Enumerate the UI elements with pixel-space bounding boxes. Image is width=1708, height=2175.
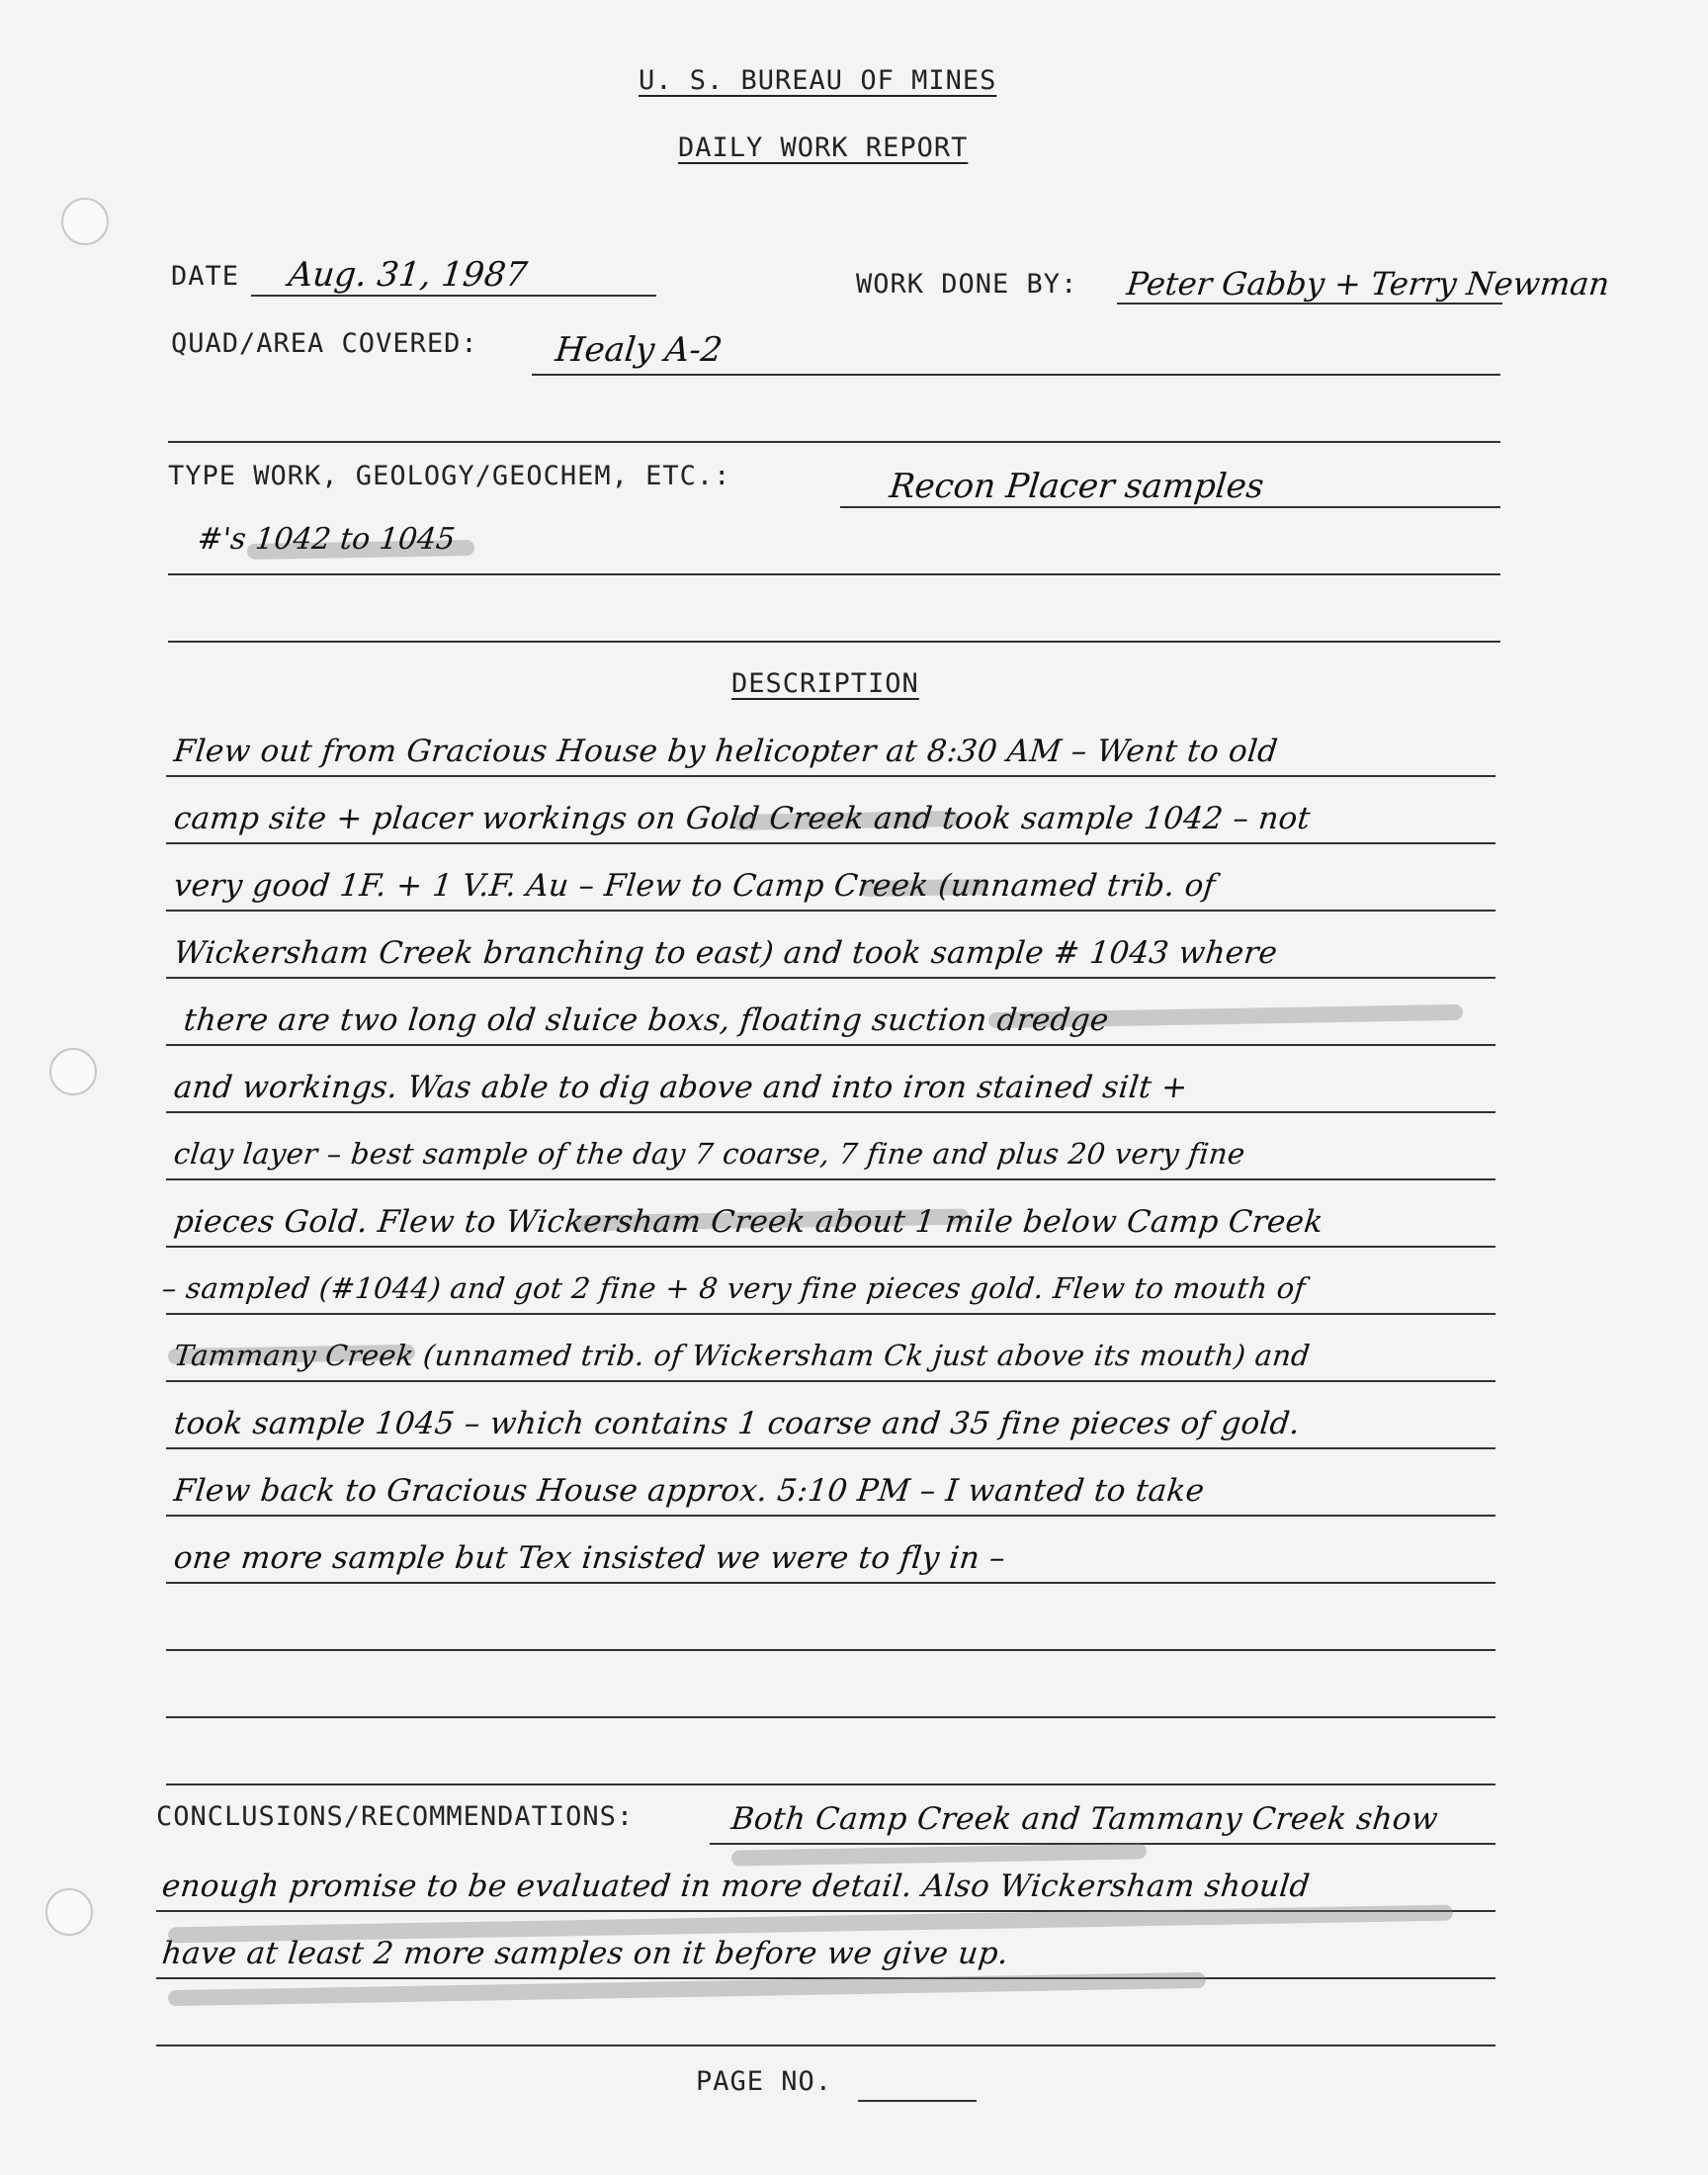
description-line: Wickersham Creek branching to east) and took sample # 1043 where	[172, 935, 1280, 971]
description-rule	[166, 1111, 1495, 1113]
description-line: – sampled (#1044) and got 2 fine + 8 very fine pieces gold. Flew to mouth of	[160, 1271, 1308, 1305]
description-rule	[166, 1649, 1495, 1651]
description-rule	[166, 977, 1495, 979]
description-line: Flew out from Gracious House by helicopter at 8:30 AM – Went to old	[172, 734, 1280, 769]
description-line: Flew back to Gracious House approx. 5:10 PM – I wanted to take	[172, 1473, 1207, 1509]
description-line: and workings. Was able to dig above and into iron stained silt +	[172, 1070, 1190, 1105]
description-rule	[166, 842, 1495, 844]
type-work-value: Recon Placer samples	[887, 467, 1266, 506]
type-work-rule-2	[168, 573, 1500, 575]
description-line: Tammany Creek (unnamed trib. of Wickersham Ck just above its mouth) and	[172, 1339, 1313, 1372]
description-rule	[166, 1515, 1495, 1517]
quad-value: Healy A-2	[553, 330, 725, 370]
conclusions-line: Both Camp Creek and Tammany Creek show	[729, 1801, 1440, 1837]
punch-hole	[49, 1048, 97, 1095]
description-rule	[166, 1447, 1495, 1449]
description-line: pieces Gold. Flew to Wickersham Creek about 1 mile below Camp Creek	[172, 1204, 1325, 1240]
date-label: DATE	[171, 261, 240, 292]
sample-numbers: #'s 1042 to 1045	[196, 522, 458, 557]
description-rule	[166, 1246, 1495, 1248]
conclusions-rule	[156, 2044, 1495, 2046]
description-rule	[166, 1784, 1495, 1785]
description-label: DESCRIPTION	[731, 668, 919, 699]
description-rule	[166, 1582, 1495, 1584]
description-rule	[166, 1380, 1495, 1382]
description-line: very good 1F. + 1 V.F. Au – Flew to Camp Creek (unnamed trib. of	[172, 868, 1218, 904]
description-line: clay layer – best sample of the day 7 coarse, 7 fine and plus 20 very fine	[172, 1137, 1247, 1171]
form-title: DAILY WORK REPORT	[678, 132, 969, 163]
page-no-label: PAGE NO.	[696, 2066, 833, 2097]
description-rule	[166, 1313, 1495, 1315]
description-line: one more sample but Tex insisted we were to fly in –	[172, 1540, 1007, 1576]
date-rule	[251, 295, 656, 297]
page-no-rule	[858, 2100, 977, 2102]
description-rule	[166, 1178, 1495, 1180]
description-line: took sample 1045 – which contains 1 coarse and 35 fine pieces of gold.	[172, 1406, 1303, 1441]
description-rule	[166, 1716, 1495, 1718]
type-work-rule	[840, 506, 1500, 508]
type-work-rule-3	[168, 641, 1500, 643]
date-value: Aug. 31, 1987	[286, 255, 530, 295]
description-rule	[166, 775, 1495, 777]
agency-title: U. S. BUREAU OF MINES	[639, 65, 997, 96]
work-done-by-label: WORK DONE BY:	[856, 269, 1078, 300]
highlight-mark	[731, 1843, 1147, 1866]
work-done-by-value: Peter Gabby + Terry Newman	[1125, 265, 1612, 303]
punch-hole	[45, 1888, 93, 1936]
type-work-label: TYPE WORK, GEOLOGY/GEOCHEM, ETC.:	[168, 461, 731, 491]
description-line: camp site + placer workings on Gold Creek and took sample 1042 – not	[172, 801, 1313, 836]
quad-rule-2	[168, 441, 1500, 443]
conclusions-line: enough promise to be evaluated in more detail. Also Wickersham should	[160, 1869, 1312, 1904]
description-line: there are two long old sluice boxs, floating suction dredge	[182, 1002, 1111, 1038]
conclusions-line: have at least 2 more samples on it before we give up.	[160, 1936, 1010, 1971]
quad-label: QUAD/AREA COVERED:	[171, 328, 478, 359]
conclusions-label: CONCLUSIONS/RECOMMENDATIONS:	[156, 1801, 635, 1832]
quad-rule	[532, 374, 1500, 376]
punch-hole	[61, 198, 109, 245]
work-done-by-rule	[1117, 303, 1502, 304]
description-rule	[166, 1044, 1495, 1046]
description-rule	[166, 910, 1495, 912]
